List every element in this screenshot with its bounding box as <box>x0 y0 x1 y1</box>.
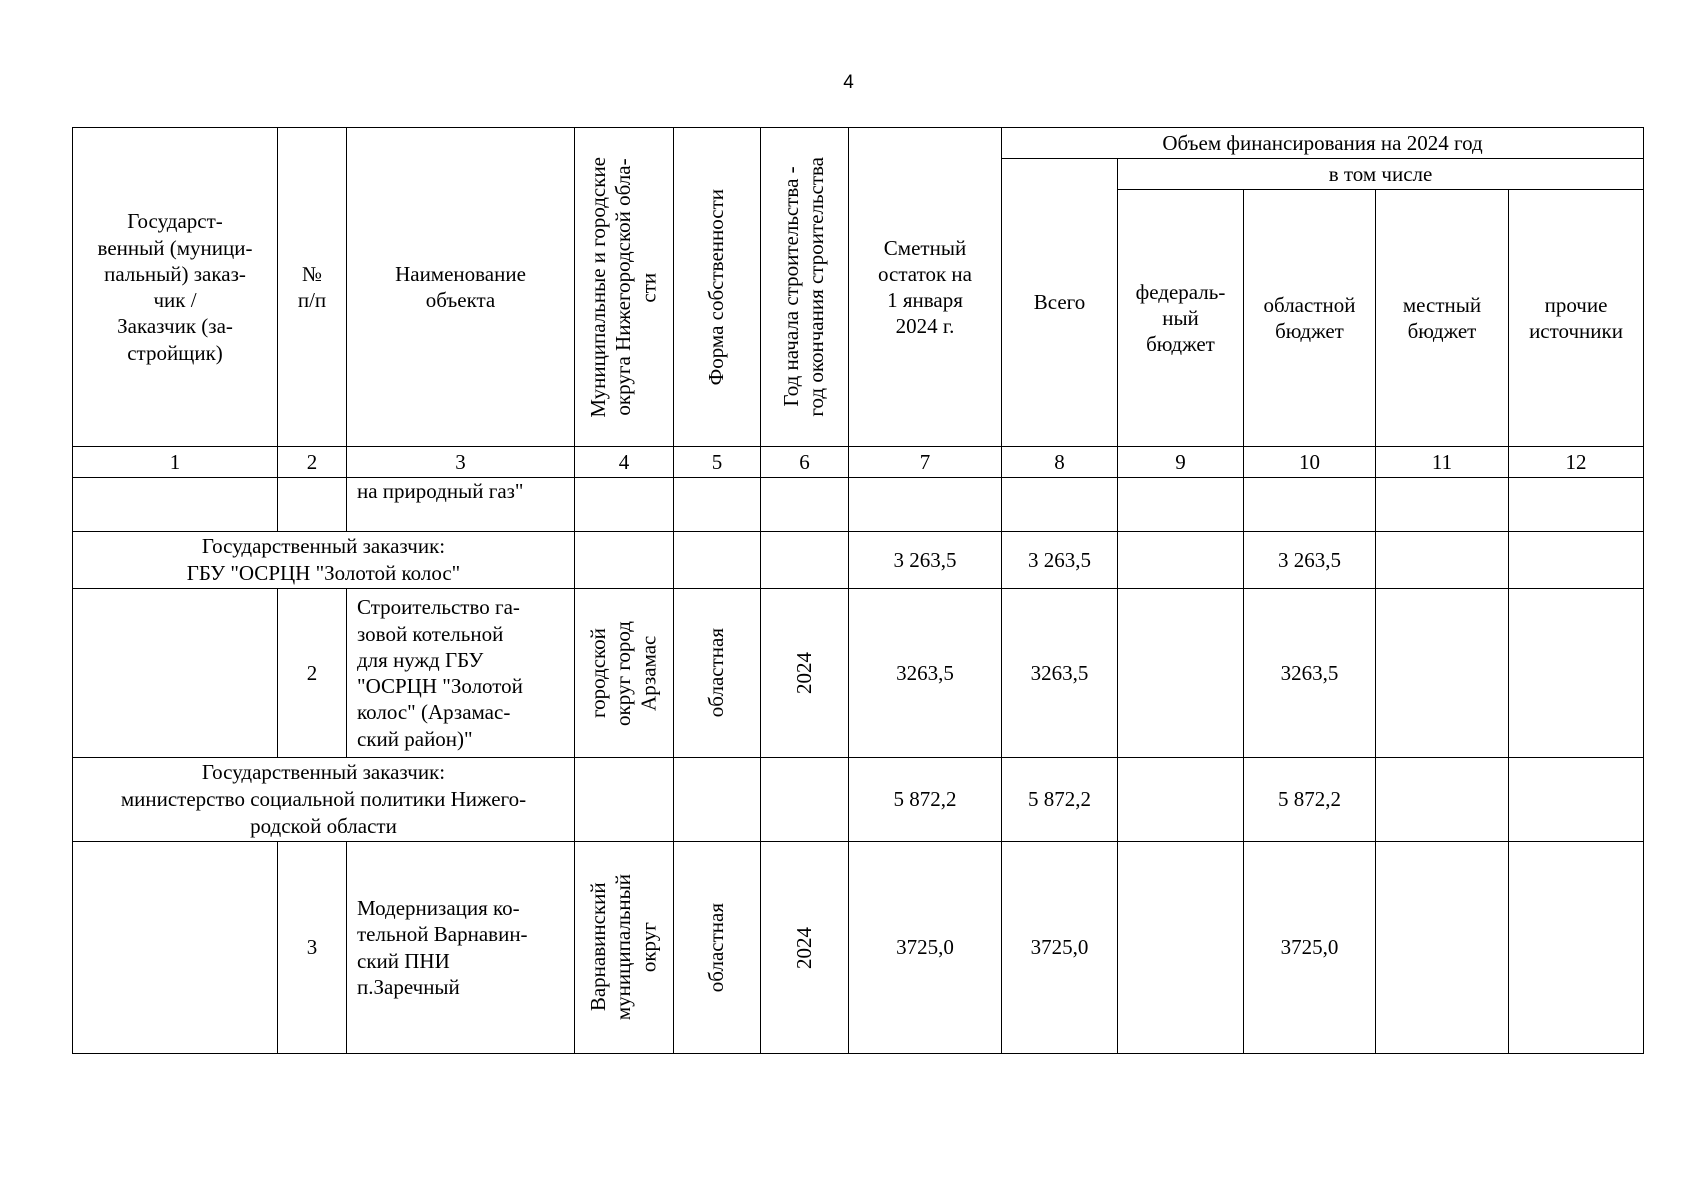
column-number: 6 <box>761 447 849 478</box>
object-name: Модернизация ко- тельной Варнавин- ский ПНИ п.Заречный <box>347 842 575 1054</box>
header-federal: федераль- ный бюджет <box>1118 190 1244 447</box>
cell-empty <box>761 478 849 532</box>
local-value <box>1376 589 1509 758</box>
object-years-text: 2024 <box>791 926 816 969</box>
header-including-group: в том числе <box>1118 159 1644 190</box>
object-row <box>73 589 1644 758</box>
other-value <box>1509 758 1644 842</box>
object-ownership <box>674 589 761 758</box>
federal-value <box>1118 589 1244 758</box>
continuation-row <box>73 478 1644 532</box>
total-value: 5 872,2 <box>1002 758 1118 842</box>
header-years <box>761 128 849 447</box>
header-number: № п/п <box>278 128 347 447</box>
column-number: 11 <box>1376 447 1509 478</box>
continuation-object-text: на природный газ" <box>347 478 575 532</box>
cell-empty <box>575 532 674 589</box>
header-regional: областной бюджет <box>1244 190 1376 447</box>
object-name: Строительство га- зовой котельной для нужд ГБУ "ОСРЦН "Золотой колос" (Арзамас- ский район)" <box>347 589 575 758</box>
total-value: 3725,0 <box>1002 842 1118 1054</box>
cell-empty <box>1376 478 1509 532</box>
cell-empty <box>1002 478 1118 532</box>
object-number: 2 <box>278 589 347 758</box>
object-row <box>73 842 1644 1054</box>
object-years <box>761 589 849 758</box>
other-value <box>1509 842 1644 1054</box>
local-value <box>1376 842 1509 1054</box>
local-value <box>1376 758 1509 842</box>
cell-empty <box>761 758 849 842</box>
customer-name: Государственный заказчик: ГБУ "ОСРЦН "Золотой колос" <box>73 532 575 589</box>
column-number: 2 <box>278 447 347 478</box>
header-estimated-balance: Сметный остаток на 1 января 2024 г. <box>849 128 1002 447</box>
object-municipality-text: Варнавинский муниципальный округ <box>586 874 661 1021</box>
header-local: местный бюджет <box>1376 190 1509 447</box>
object-ownership-text: областная <box>704 902 729 993</box>
estimated-balance-value: 3725,0 <box>849 842 1002 1054</box>
cell-empty <box>575 758 674 842</box>
customer-row <box>73 758 1644 842</box>
regional-value: 3 263,5 <box>1244 532 1376 589</box>
column-number: 8 <box>1002 447 1118 478</box>
column-number: 12 <box>1509 447 1644 478</box>
cell-empty <box>1244 478 1376 532</box>
column-number: 3 <box>347 447 575 478</box>
header-total: Всего <box>1002 159 1118 447</box>
regional-value: 3263,5 <box>1244 589 1376 758</box>
other-value <box>1509 532 1644 589</box>
column-number: 9 <box>1118 447 1244 478</box>
column-number: 5 <box>674 447 761 478</box>
cell-empty <box>1509 478 1644 532</box>
federal-value <box>1118 842 1244 1054</box>
object-municipality <box>575 842 674 1054</box>
other-value <box>1509 589 1644 758</box>
federal-value <box>1118 758 1244 842</box>
estimated-balance-value: 3263,5 <box>849 589 1002 758</box>
estimated-balance-value: 3 263,5 <box>849 532 1002 589</box>
cell-empty <box>278 478 347 532</box>
column-number: 7 <box>849 447 1002 478</box>
object-ownership-text: областная <box>704 628 729 718</box>
column-number-row <box>73 447 1644 478</box>
header-ownership-text: Форма собственности <box>704 188 729 386</box>
cell-empty <box>761 532 849 589</box>
federal-value <box>1118 532 1244 589</box>
object-years-text: 2024 <box>791 652 816 694</box>
total-value: 3263,5 <box>1002 589 1118 758</box>
object-customer <box>73 589 278 758</box>
column-number: 10 <box>1244 447 1376 478</box>
local-value <box>1376 532 1509 589</box>
column-number: 1 <box>73 447 278 478</box>
cell-empty <box>674 532 761 589</box>
object-municipality-text: городской округ город Арзамас <box>586 620 661 726</box>
header-years-text: Год начала строительства - год окончания строительства <box>779 157 829 417</box>
object-years <box>761 842 849 1054</box>
regional-value: 3725,0 <box>1244 842 1376 1054</box>
cell-empty <box>674 478 761 532</box>
object-number: 3 <box>278 842 347 1054</box>
object-customer <box>73 842 278 1054</box>
header-customer: Государст- венный (муници- пальный) заказ- чик / Заказчик (за- стройщик) <box>73 128 278 447</box>
customer-name: Государственный заказчик: министерство социальной политики Нижего- родской области <box>73 758 575 842</box>
regional-value: 5 872,2 <box>1244 758 1376 842</box>
total-value: 3 263,5 <box>1002 532 1118 589</box>
page-number: 4 <box>843 72 854 93</box>
financing-table <box>72 127 1644 1054</box>
cell-empty <box>674 758 761 842</box>
object-ownership <box>674 842 761 1054</box>
cell-empty <box>849 478 1002 532</box>
cell-empty <box>575 478 674 532</box>
object-municipality <box>575 589 674 758</box>
header-other: прочие источники <box>1509 190 1644 447</box>
cell-empty <box>1118 478 1244 532</box>
header-financing-group: Объем финансирования на 2024 год <box>1002 128 1644 159</box>
header-municipality-text: Муниципальные и городские округа Нижегородской обла- сти <box>586 156 661 418</box>
column-number: 4 <box>575 447 674 478</box>
header-ownership <box>674 128 761 447</box>
header-municipality <box>575 128 674 447</box>
customer-row <box>73 532 1644 589</box>
header-object-name: Наименование объекта <box>347 128 575 447</box>
estimated-balance-value: 5 872,2 <box>849 758 1002 842</box>
cell-empty <box>73 478 278 532</box>
